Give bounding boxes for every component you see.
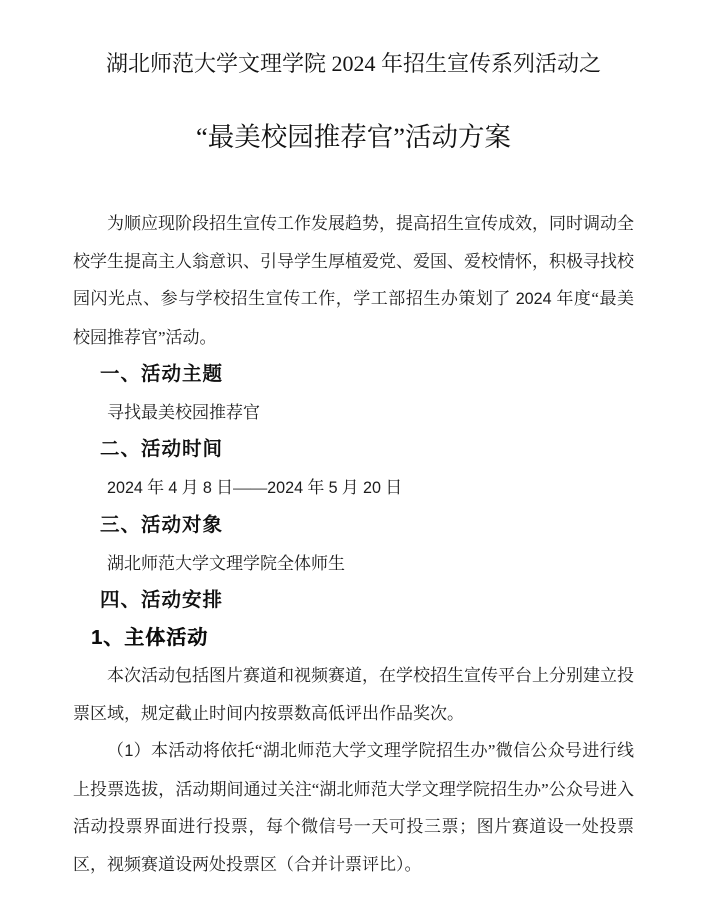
heading-activity-audience: 三、活动对象 (100, 514, 224, 536)
numeral: 20 (363, 478, 382, 497)
subheading-main-activity: 1、主体活动 (91, 626, 209, 649)
numeral: 8 (202, 478, 212, 497)
numeral: 2024 (267, 478, 304, 497)
heading-activity-time: 二、活动时间 (100, 438, 224, 460)
activity-theme-value: 寻找最美校园推荐官 (107, 402, 260, 422)
intro-paragraph: 为顺应现阶段招生宣传工作发展趋势，提高招生宣传成效，同时调动全校学生提高主人翁意识、引导学生厚植爱党、爱国、爱校情怀，积极寻找校园闪光点、参与学校招生宣传工作，学工部招生办策划了 2024 年度“最美校园推荐官”活动。 (73, 214, 635, 347)
heading-activity-theme: 一、活动主题 (100, 363, 224, 385)
numeral: 2024 (515, 290, 552, 308)
heading-activity-arrangement: 四、活动安排 (100, 589, 224, 611)
activity-time-value: 2024 年 4 月 8 日——2024 年 5 月 20 日 (107, 477, 403, 497)
numeral: 1 (124, 742, 134, 760)
numeral: 2024 (107, 478, 143, 497)
activity-audience-value: 湖北师范大学文理学院全体师生 (107, 553, 345, 573)
doc-title-series: 湖北师范大学文理学院 2024 年招生宣传系列活动之 (105, 51, 601, 76)
numeral: 5 (328, 478, 338, 497)
document-body (73, 205, 634, 883)
main-activity-paragraph: 本次活动包括图片赛道和视频赛道，在学校招生宣传平台上分别建立投票区域，规定截止时间内按票数高低评出作品奖次。 (73, 666, 634, 723)
numeral: 4 (168, 478, 178, 497)
voting-detail-paragraph: （1）本活动将依托“湖北师范大学文理学院招生办”微信公众号进行线上投票选拔，活动期间通过关注“湖北师范大学文理学院招生办”公众号进入活动投票界面进行投票，每个微信号一天可投三票；图片赛道设一处投票区，视频赛道设两处投票区（合并计票评比）。 (73, 741, 635, 874)
doc-title-main: “最美校园推荐官”活动方案 (195, 122, 512, 152)
